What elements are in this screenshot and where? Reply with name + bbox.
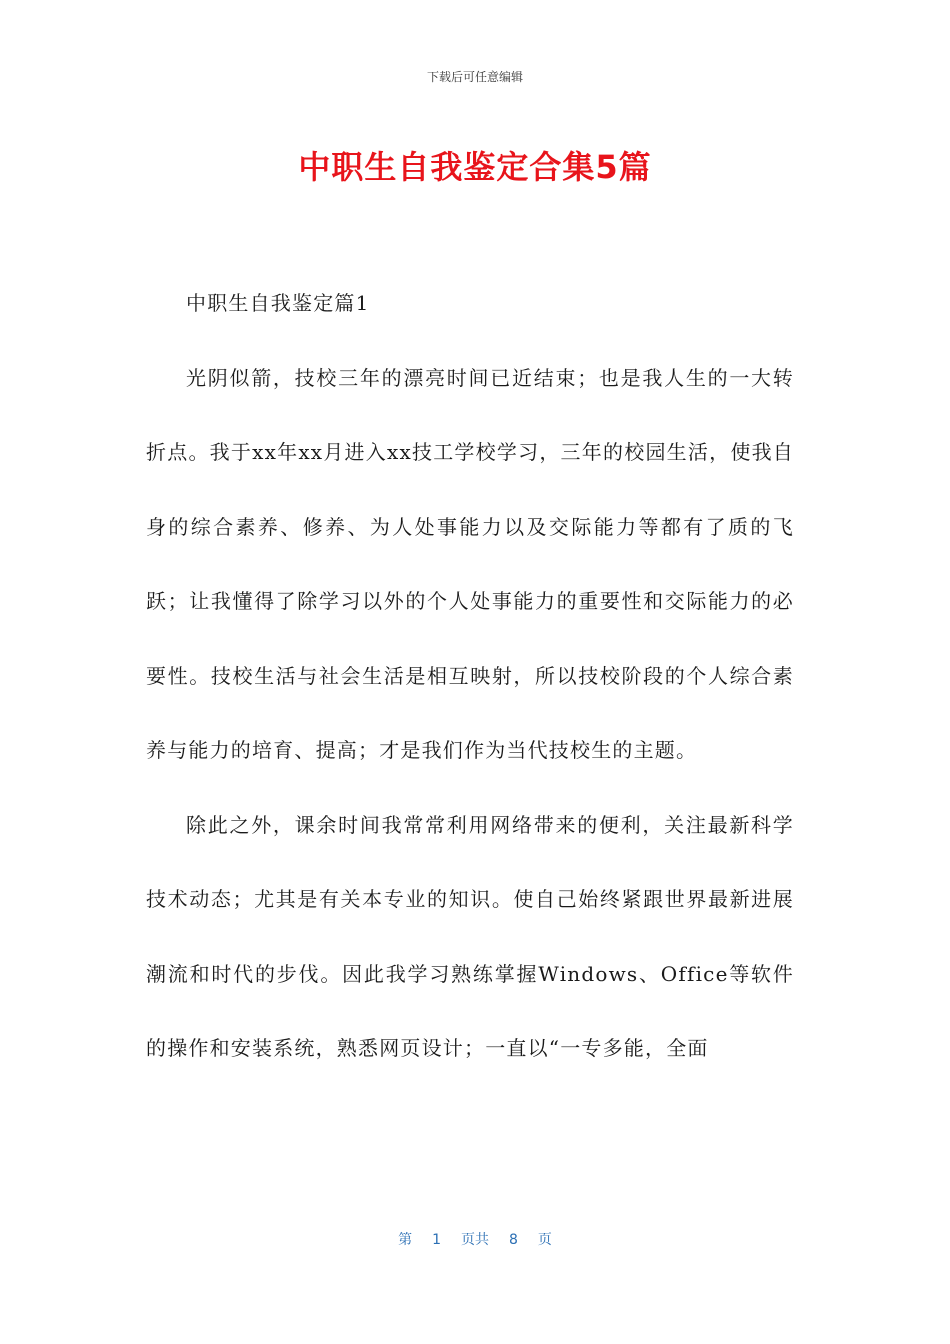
page-footer xyxy=(0,1229,950,1249)
page-middle: 页共 xyxy=(461,1232,489,1248)
page-prefix: 第 xyxy=(398,1232,413,1248)
paragraph-1: 光阴似箭，技校三年的漂亮时间已近结束；也是我人生的一大转折点。我于xx年xx月进入xx技工学校学习，三年的校园生活，使我自身的综合素养、修养、为人处事能力以及交际能力等都有了质的飞跃；让我懂得了除学习以外的个人处事能力的重要性和交际能力的必要性。技校生活与社会生活是相互映射，所以技校阶段的个人综合素养与能力的培育、提高；才是我们作为当代技校生的主题。 xyxy=(146,365,794,762)
current-page-number: 1 xyxy=(432,1232,441,1248)
section-heading: 中职生自我鉴定篇1 xyxy=(186,291,370,315)
paragraph-2: 除此之外，课余时间我常常利用网络带来的便利，关注最新科学技术动态；尤其是有关本专业的知识。使自己始终紧跟世界最新进展潮流和时代的步伐。因此我学习熟练掌握Windows、Office等软件的操作和安装系统，熟悉网页设计；一直以“一专多能，全面 xyxy=(146,812,794,1060)
header-note: 下载后可任意编辑 xyxy=(426,70,523,84)
document-title: 中职生自我鉴定合集5篇 xyxy=(298,148,652,186)
page-suffix: 页 xyxy=(537,1232,552,1248)
document-body xyxy=(146,266,794,1086)
total-pages-number: 8 xyxy=(509,1232,518,1248)
